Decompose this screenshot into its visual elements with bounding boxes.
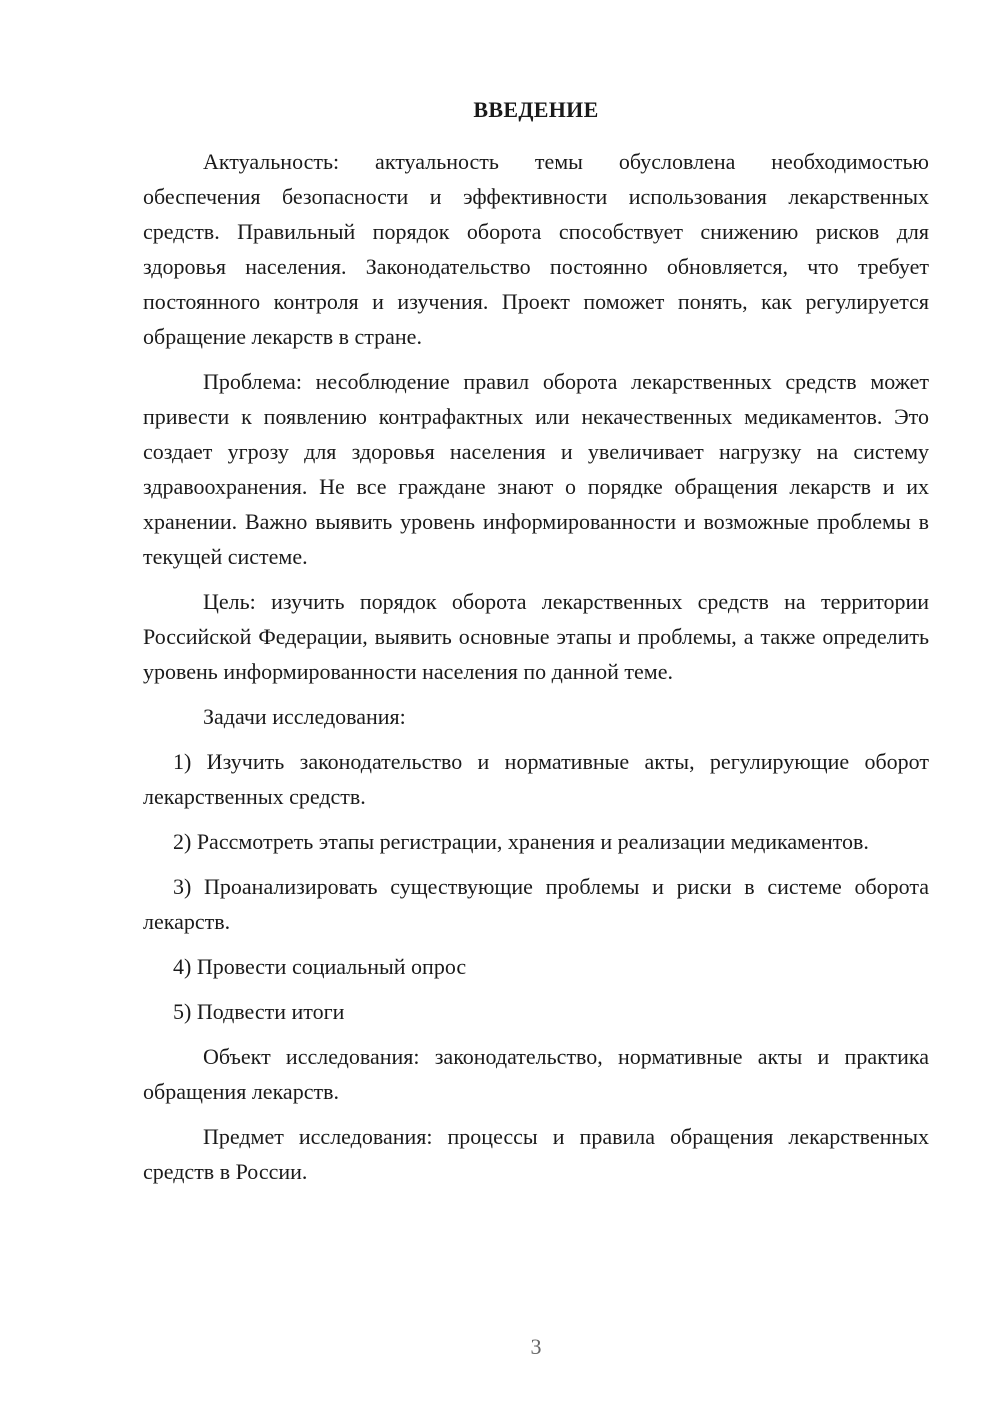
paragraph-object: Объект исследования: законодательство, нормативные акты и практика обращения лекарств. bbox=[143, 1044, 929, 1104]
paragraph-goal: Цель: изучить порядок оборота лекарственных средств на территории Российской Федерации, выявить основные этапы и проблемы, а также определить уровень информированности населения по данной теме. bbox=[143, 589, 929, 684]
task-item-3: 3) Проанализировать существующие проблемы и риски в системе оборота лекарств. bbox=[143, 874, 929, 934]
paragraph-problem: Проблема: несоблюдение правил оборота лекарственных средств может привести к появлению контрафактных или некачественных медикаментов. Это создает угрозу для здоровья населения и увеличивает нагрузку на систему здравоохранения. Не все граждане знают о порядке обращения лекарств и их хранении. Важно выявить уровень информированности и возможные проблемы в текущей системе. bbox=[143, 369, 929, 569]
task-item-2: 2) Рассмотреть этапы регистрации, хранения и реализации медикаментов. bbox=[173, 829, 869, 854]
document-page bbox=[143, 96, 929, 1199]
task-item-1: 1) Изучить законодательство и нормативные акты, регулирующие оборот лекарственных средств. bbox=[143, 749, 929, 809]
page-number: 3 bbox=[530, 1334, 542, 1359]
paragraph-relevance: Актуальность: актуальность темы обусловлена необходимостью обеспечения безопасности и эффективности использования лекарственных средств. Правильный порядок оборота способствует снижению рисков для здоровья населения. Законодательство постоянно обновляется, что требует постоянного контроля и изучения. Проект поможет понять, как регулируется обращение лекарств в стране. bbox=[143, 149, 929, 349]
section-title: ВВЕДЕНИЕ bbox=[473, 97, 599, 122]
task-item-4: 4) Провести социальный опрос bbox=[173, 954, 467, 979]
tasks-heading: Задачи исследования: bbox=[203, 704, 406, 729]
paragraph-subject: Предмет исследования: процессы и правила обращения лекарственных средств в России. bbox=[143, 1124, 929, 1184]
task-item-5: 5) Подвести итоги bbox=[173, 999, 345, 1024]
